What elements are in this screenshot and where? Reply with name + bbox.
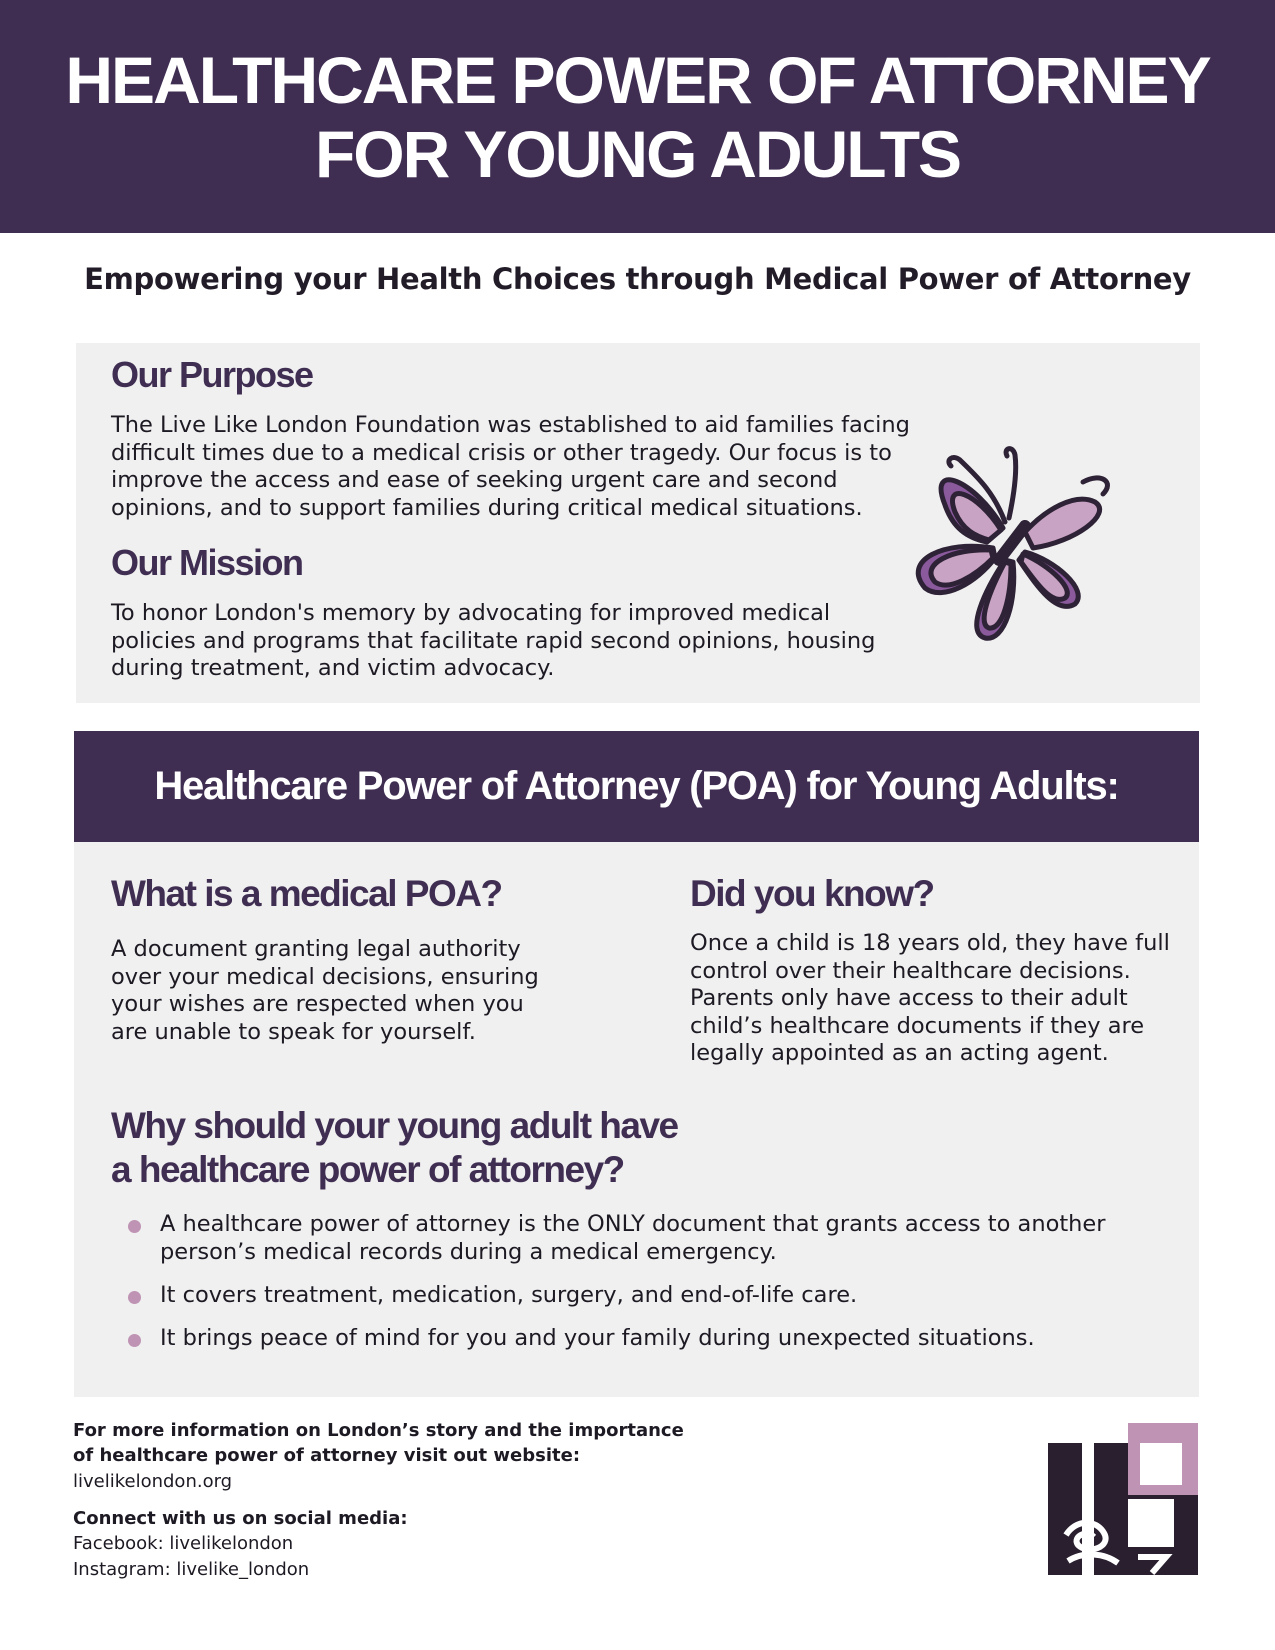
why-heading-line-2: a healthcare power of attorney? [111,1149,624,1190]
reason-text: It brings peace of mind for you and your family during unexpected situations. [160,1325,1035,1351]
reason-text: A healthcare power of attorney is the ONLY document that grants access to another person’s medical records during a medical emergency. [160,1211,1106,1265]
bullet-icon [128,1334,141,1347]
website-link[interactable]: livelikelondon.org [73,1471,233,1492]
why-heading [111,1104,678,1192]
poa-banner-title: Healthcare Power of Attorney (POA) for Young Adults: [154,764,1119,808]
list-item [120,1210,1160,1266]
foundation-logo [1048,1423,1198,1575]
know-heading: Did you know? [690,873,934,914]
reason-text: It covers treatment, medication, surgery, and end-of-life care. [160,1282,858,1308]
footer-info-line-2: of healthcare power of attorney visit out website: [73,1445,581,1466]
butterfly-icon [905,420,1155,670]
social-heading: Connect with us on social media: [73,1508,408,1529]
instagram-link[interactable]: Instagram: livelike_london [73,1559,310,1580]
page-title [65,43,1209,191]
bullet-icon [128,1220,141,1233]
page-title-line-2: FOR YOUNG ADULTS [314,116,961,191]
poa-banner [74,731,1199,842]
purpose-heading: Our Purpose [111,354,313,395]
what-text: A document granting legal authority over your medical decisions, ensuring your wishes are respected when you are unable to speak for yourself. [111,936,539,1045]
what-heading: What is a medical POA? [111,873,502,914]
purpose-text: The Live Like London Foundation was established to aid families facing difficult times due to a medical crisis or other tragedy. Our focus is to improve the access and ease of seeking urgent care and second opinions, and to support families during critical medical situations. [111,412,910,521]
list-item [120,1324,1160,1352]
header-banner [0,0,1275,233]
footer-info-line-1: For more information on London’s story and the importance [73,1420,684,1441]
page-title-line-1: HEALTHCARE POWER OF ATTORNEY [65,42,1210,117]
know-text: Once a child is 18 years old, they have full control over their healthcare decisions. Parents only have access to their adult child’s healthcare documents if they are legally appointed as an acting agent. [690,930,1170,1066]
why-heading-line-1: Why should your young adult have [111,1105,678,1146]
facebook-link[interactable]: Facebook: livelikelondon [73,1533,294,1554]
mission-text: To honor London's memory by advocating for improved medical policies and programs that facilitate rapid second opinions, housing during treatment, and victim advocacy. [111,600,876,681]
mission-heading: Our Mission [111,542,303,583]
reasons-list [120,1210,1160,1367]
bullet-icon [128,1291,141,1304]
subtitle: Empowering your Health Choices through Medical Power of Attorney [84,262,1191,296]
list-item [120,1281,1160,1309]
